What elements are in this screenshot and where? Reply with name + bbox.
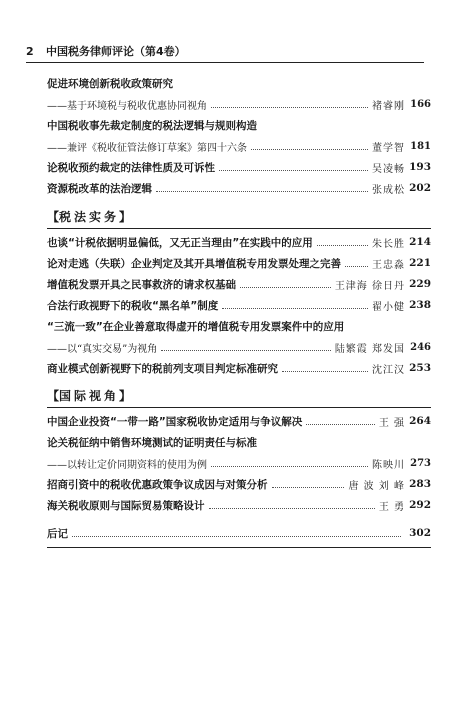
- entry-author: 王 勇: [378, 501, 405, 513]
- section-label: 国际视角: [59, 388, 120, 403]
- entry-page: 221: [409, 257, 431, 269]
- section-heading-practice: 【 税法实务 】: [47, 209, 132, 224]
- entry-page: 166: [410, 98, 431, 110]
- section-rule: [47, 407, 431, 408]
- toc-entry[interactable]: [47, 95, 431, 113]
- running-header: [26, 41, 426, 61]
- toc-entry[interactable]: [47, 275, 431, 293]
- toc-entry[interactable]: [47, 116, 431, 134]
- entry-page: 193: [409, 161, 431, 173]
- entry-title: 合法行政视野下的税收“黑名单”制度: [47, 299, 219, 312]
- toc-entry[interactable]: [47, 296, 431, 314]
- section-heading-intl: 【 国际视角 】: [47, 388, 132, 403]
- entry-title: 资源税改革的法治逻辑: [47, 182, 152, 195]
- toc-entry[interactable]: [47, 254, 431, 272]
- leader-dots: [240, 287, 331, 288]
- entry-title: ——以转让定价同期资料的使用为例: [47, 459, 207, 471]
- leader-dots: [306, 424, 375, 425]
- toc-entry[interactable]: [47, 454, 431, 472]
- entry-title: 中国税收事先裁定制度的税法逻辑与规则构造: [47, 119, 257, 132]
- leader-dots: [222, 308, 368, 309]
- entry-title: 商业模式创新视野下的税前列支项目判定标准研究: [47, 362, 278, 375]
- entry-page: 302: [409, 527, 431, 539]
- entry-title: ——基于环境税与税收优惠协同视角: [47, 100, 207, 112]
- entry-author: 王津海 徐日丹: [334, 280, 405, 292]
- toc-entry[interactable]: [47, 475, 431, 493]
- entry-title: 中国企业投资“一带一路”国家税收协定适用与争议解决: [47, 415, 303, 428]
- entry-title: 海关税收原则与国际贸易策略设计: [47, 499, 205, 512]
- section-label: 税法实务: [59, 209, 120, 224]
- leader-dots: [211, 107, 368, 108]
- toc-entry[interactable]: [47, 137, 431, 155]
- toc-entry[interactable]: [47, 74, 431, 92]
- leader-dots: [72, 536, 401, 537]
- entry-page: 283: [409, 478, 431, 490]
- entry-title: 促进环境创新税收政策研究: [47, 77, 173, 90]
- entry-author: 朱长胜: [372, 238, 405, 250]
- entry-title: 招商引资中的税收优惠政策争议成因与对策分析: [47, 478, 268, 491]
- book-title: 中国税务律师评论（第4卷）: [46, 45, 186, 58]
- toc-entry[interactable]: [47, 338, 431, 356]
- leader-dots: [282, 371, 368, 372]
- entry-author: 唐 波 刘 峰: [348, 480, 405, 492]
- page-number: 2: [26, 44, 34, 58]
- toc-entry[interactable]: [47, 233, 431, 251]
- entry-page: 181: [410, 140, 431, 152]
- entry-title: ——以“真实交易”为视角: [47, 343, 158, 355]
- header-rule: [26, 62, 424, 63]
- entry-title: ——兼评《税收征管法修订草案》第四十六条: [47, 142, 247, 154]
- leader-dots: [161, 350, 331, 351]
- entry-author: 翟小健: [372, 301, 405, 313]
- leader-dots: [156, 191, 368, 192]
- entry-author: 吴凌畅: [372, 163, 405, 175]
- entry-page: 238: [409, 299, 431, 311]
- toc-entry[interactable]: [47, 496, 431, 514]
- entry-author: 褚睿刚: [372, 100, 405, 112]
- toc-entry[interactable]: [47, 158, 431, 176]
- entry-title: 论税收预约裁定的法律性质及可诉性: [47, 161, 215, 174]
- leader-dots: [219, 170, 368, 171]
- entry-page: 264: [409, 415, 431, 427]
- entry-author: 王 强: [378, 417, 405, 429]
- entry-title: 论对走逃（失联）企业判定及其开具增值税专用发票处理之完善: [47, 257, 341, 270]
- entry-author: 张成松: [372, 184, 405, 196]
- entry-title: “三流一致”在企业善意取得虚开的增值税专用发票案件中的应用: [47, 320, 345, 333]
- entry-author: 陈映川: [372, 459, 405, 471]
- entry-page: 273: [410, 457, 431, 469]
- entry-title: 论关税征纳中销售环境测试的证明责任与标准: [47, 436, 257, 449]
- leader-dots: [209, 508, 375, 509]
- toc-entry[interactable]: [47, 412, 431, 430]
- toc-entry[interactable]: [47, 433, 431, 451]
- entry-page: 202: [409, 182, 431, 194]
- toc-entry[interactable]: [47, 317, 431, 335]
- leader-dots: [272, 487, 345, 488]
- entry-page: 246: [410, 341, 431, 353]
- end-rule: [47, 547, 431, 548]
- entry-title: 增值税发票开具之民事救济的请求权基础: [47, 278, 236, 291]
- entry-title: 后记: [47, 527, 68, 540]
- entry-author: 董学智: [372, 142, 405, 154]
- toc-entry[interactable]: [47, 359, 431, 377]
- entry-author: 陆繁霞 郑发国: [334, 343, 405, 355]
- toc-entry[interactable]: [47, 179, 431, 197]
- entry-page: 214: [409, 236, 431, 248]
- entry-author: 王忠淼: [372, 259, 405, 271]
- entry-page: 253: [409, 362, 431, 374]
- leader-dots: [345, 266, 368, 267]
- entry-page: 229: [409, 278, 431, 290]
- section-rule: [47, 228, 431, 229]
- entry-title: 也谈“计税依据明显偏低，又无正当理由”在实践中的应用: [47, 236, 313, 249]
- entry-author: 沈江汉: [372, 364, 405, 376]
- entry-page: 292: [409, 499, 431, 511]
- leader-dots: [251, 149, 368, 150]
- leader-dots: [211, 466, 368, 467]
- leader-dots: [317, 245, 368, 246]
- toc-entry-afterword[interactable]: [47, 524, 431, 542]
